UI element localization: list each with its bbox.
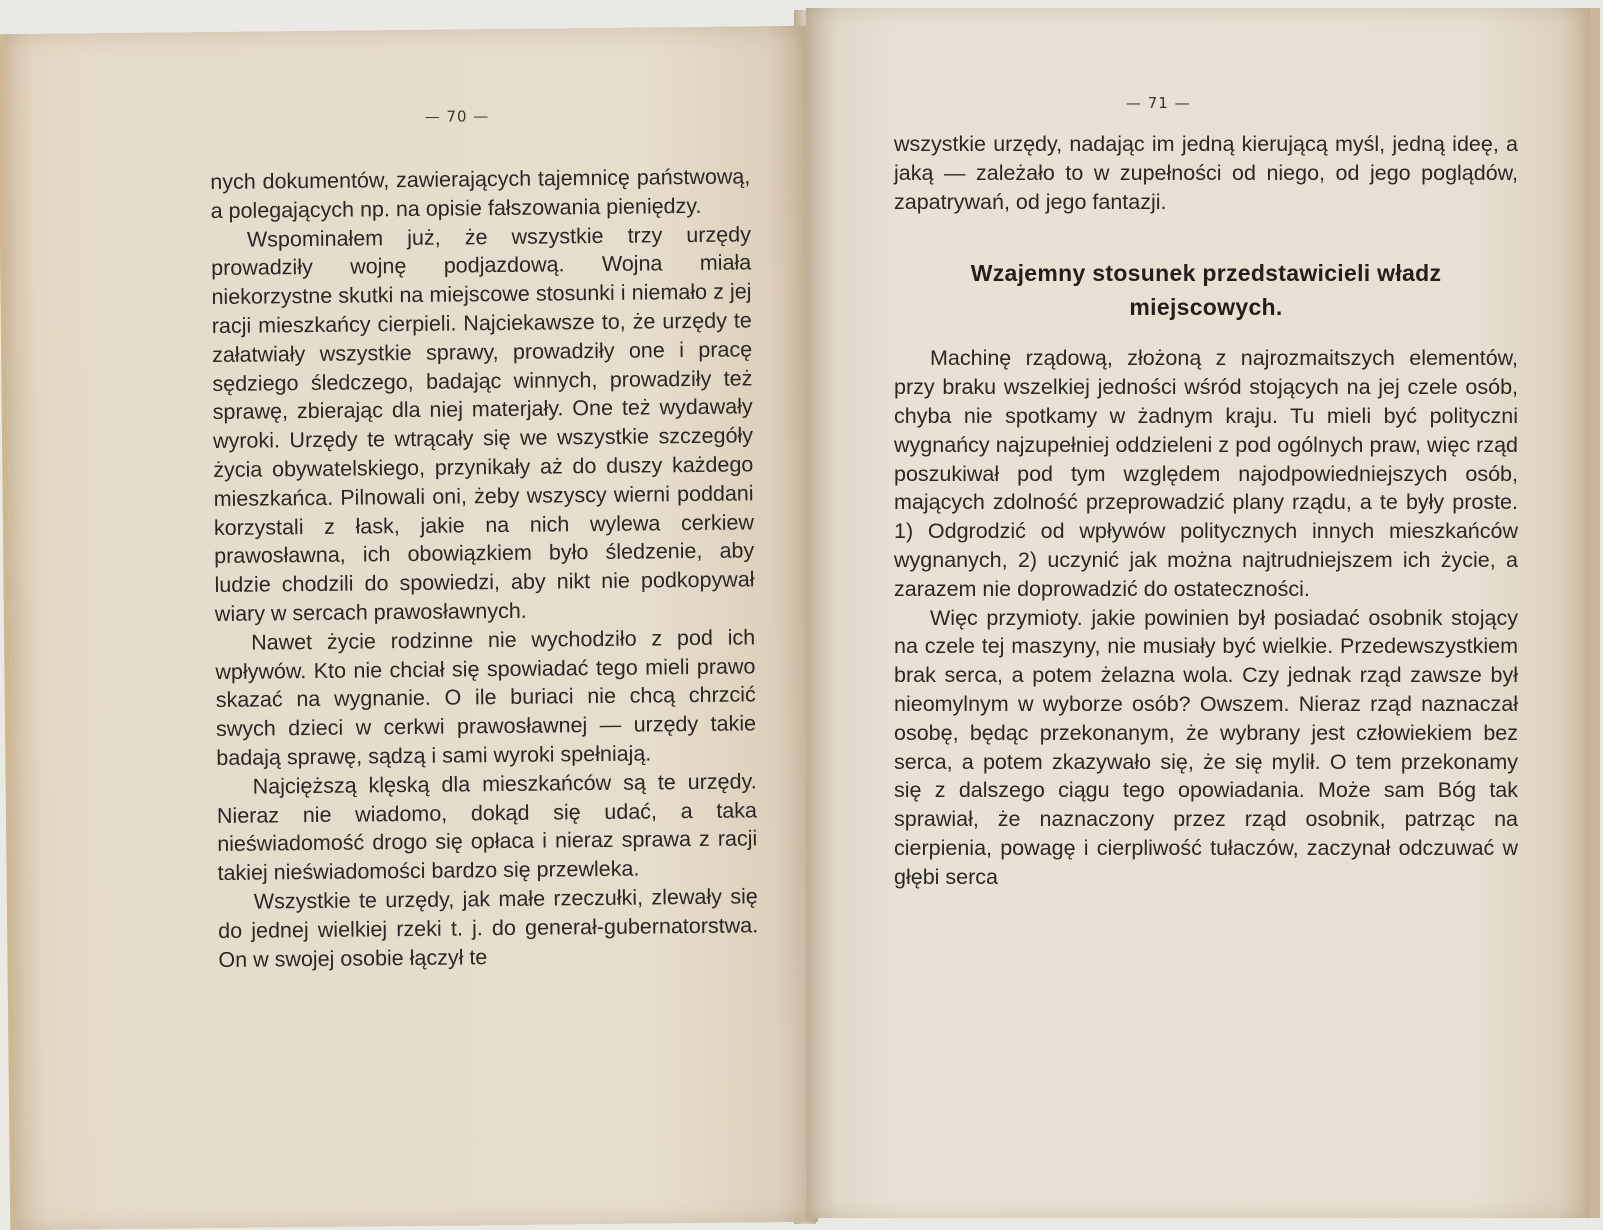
left-paragraph-1: nych dokumentów, zawierających tajemnicę państwową, a polegających np. na opisie fałszowania pieniędzy.	[210, 164, 751, 223]
right-intro-paragraph: wszystkie urzędy, nadając im jedną kierującą myśl, jedną ideę, a jaką — zależało to w zupełności od niego, od jego poglądów, zapatrywań, od jego fantazji.	[894, 132, 1518, 214]
right-paragraph-1: Machinę rządową, złożoną z najrozmaitszych elementów, przy braku wszelkiej jedności wśród stojących na jej czele osób, chyba nie spotkamy w żadnym kraju. Tu mieli być polityczni wygnańcy najzupełniej oddzieleni z pod ogólnych praw, więc rząd poszukiwał pod tym względem najodpowiedniejszych osób, mających zdolność przeprowadzić plany rządu, a te były proste. 1) Odgrodzić od wpływów politycznych innych mieszkańców wygnanych, 2) uczynić jak można najtrudniejszem ich życie, a zarazem nie doprowadzić do ostateczności.	[894, 346, 1518, 601]
page-number-left: — 70 —	[424, 107, 490, 126]
right-paragraph-2: Więc przymioty. jakie powinien był posiadać osobnik stojący na czele tej maszyny, nie musiały być wielkie. Przedewszystkiem brak serca, a potem żelazna wola. Czy jednak rząd zawsze był nieomylnym w wyborze osób? Owszem. Nieraz rząd naznaczał osobę, będąc przekonanym, że wybrany jest człowiekiem bez serca, a potem zkazywało się, że się mylił. O tem przekonamy się z dalszego ciągu tego opowiadania. Może sam Bóg tak sprawiał, że naznaczony przez rząd osobnik, patrząc na cierpienia, powagę i cierpliwość tułaczów, zaczynał odczuwać w głębi serca	[894, 605, 1518, 889]
left-paragraph-4: Najcięższą klęską dla mieszkańców są te urzędy. Nieraz nie wiadomo, dokąd się udać, a taka nieświadomość drogo się opłaca i nieraz sprawa z racji takiej nieświadomości bardzo się przewleka.	[216, 769, 758, 886]
page-number-right: — 71 —	[1126, 94, 1191, 112]
section-heading: Wzajemny stosunek przedstawicieli władz miejscowych.	[970, 260, 1442, 321]
left-page	[0, 26, 818, 1230]
left-paragraph-2: Wspominałem już, że wszystkie trzy urzędy prowadziły wojnę podjazdową. Wojna miała niekorzystne skutki na miejscowe stosunki i niemało z jej racji mieszkańcy cierpieli. Najciekawsze to, że urzędy te załatwiały wszystkie sprawy, prowadziły one i pracę sędziego śledczego, badając winnych, prowadziły też sprawę, zbierając dla niej materjały. One też wydawały wyroki. Urzędy te wtrącały się we wszystkie szczegóły życia obywatelskiego, przynikały aż do duszy każdego mieszkańca. Pilnowali oni, żeby wszyscy wierni poddani korzystali z łask, jakie na nich wylewa cerkiew prawosławna, ich obowiązkiem było śledzenie, aby ludzie chodzili do spowiedzi, aby nikt nie podkopywał wiary w sercach prawosławnych.	[211, 221, 755, 626]
left-paragraph-3: Nawet życie rodzinne nie wychodziło z pod ich wpływów. Kto nie chciał się spowiadać tego mieli prawo skazać na wygnanie. O ile buriaci nie chcą chrzcić swych dzieci w cerkwi prawosławnej — urzędy takie badają sprawę, sądzą i sami wyroki spełniają.	[215, 625, 757, 770]
right-page	[806, 8, 1600, 1218]
left-page-text	[210, 162, 758, 974]
right-page-text	[894, 130, 1518, 892]
left-paragraph-5: Wszystkie te urzędy, jak małe rzeczułki, zlewały się do jednej wielkiej rzeki t. j. do generał-gubernatorstwa. On w swojej osobie łączył te	[218, 884, 759, 972]
